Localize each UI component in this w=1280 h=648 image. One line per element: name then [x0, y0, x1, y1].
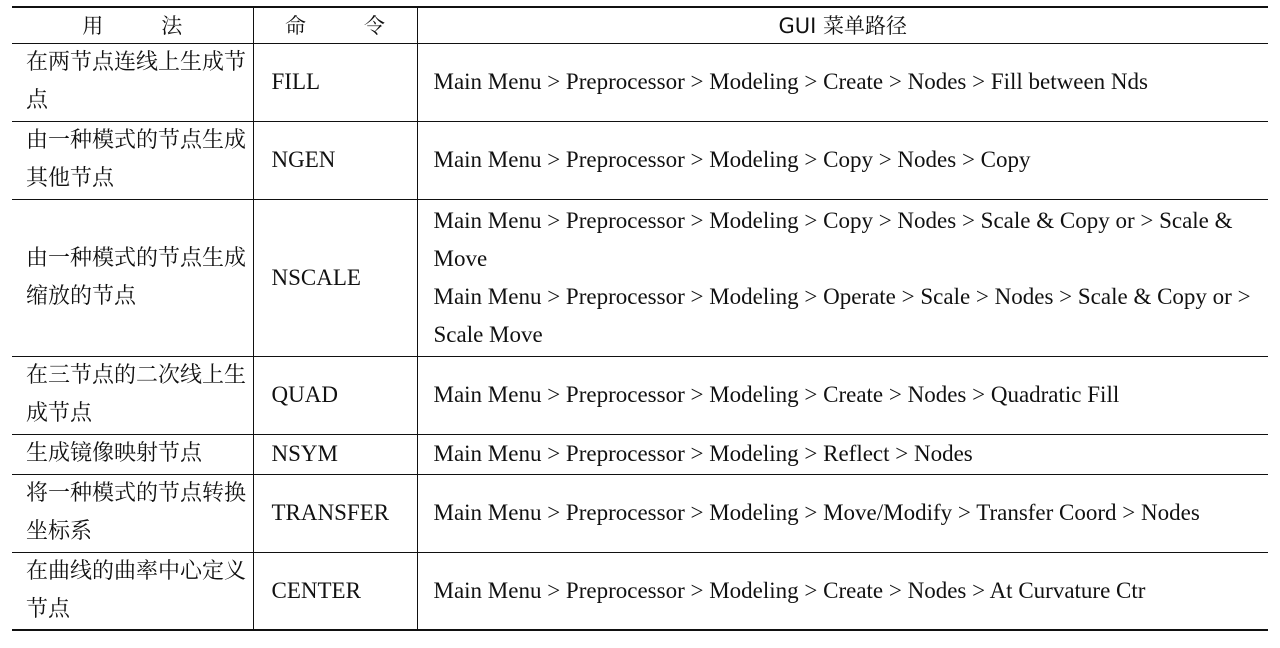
- usage-cell: 生成镜像映射节点: [12, 434, 253, 474]
- table-row: [12, 552, 1268, 630]
- header-row: [12, 7, 1268, 43]
- node-command-table: [12, 6, 1268, 631]
- header-gui-path: GUI 菜单路径: [417, 7, 1268, 43]
- usage-cell: 将一种模式的节点转换坐标系: [12, 474, 253, 552]
- command-cell: NSYM: [253, 434, 417, 474]
- usage-cell: 在曲线的曲率中心定义节点: [12, 552, 253, 630]
- table-header: [12, 7, 1268, 43]
- gui-path-cell: [417, 434, 1268, 474]
- gui-path-cell: [417, 199, 1268, 356]
- gui-path-line: Main Menu > Preprocessor > Modeling > Create > Nodes > Quadratic Fill: [433, 382, 1120, 407]
- table-body: [12, 43, 1268, 630]
- header-usage: [12, 7, 253, 43]
- gui-path-cell: [417, 356, 1268, 434]
- command-cell: NGEN: [253, 121, 417, 199]
- header-command-char-2: 令: [364, 14, 385, 39]
- gui-path-cell: [417, 121, 1268, 199]
- gui-path-cell: [417, 43, 1268, 121]
- command-cell: NSCALE: [253, 199, 417, 356]
- table-row: [12, 199, 1268, 356]
- gui-path-line: Main Menu > Preprocessor > Modeling > Operate > Scale > Nodes > Scale & Copy or > Scale Move: [433, 283, 1251, 347]
- gui-path-line: Main Menu > Preprocessor > Modeling > Copy > Nodes > Copy: [433, 147, 1031, 172]
- gui-path-line: Main Menu > Preprocessor > Modeling > Create > Nodes > At Curvature Ctr: [433, 577, 1146, 603]
- table-row: [12, 43, 1268, 121]
- usage-cell: 在两节点连线上生成节点: [12, 43, 253, 121]
- gui-path-cell: [417, 552, 1268, 630]
- table-row: [12, 356, 1268, 434]
- gui-path-line: Main Menu > Preprocessor > Modeling > Copy > Nodes > Scale & Copy or > Scale & Move: [433, 207, 1233, 271]
- header-command-char-1: 命: [285, 14, 306, 39]
- gui-path-line: Main Menu > Preprocessor > Modeling > Move/Modify > Transfer Coord > Nodes: [433, 500, 1200, 525]
- usage-cell: 由一种模式的节点生成缩放的节点: [12, 199, 253, 356]
- command-cell: QUAD: [253, 356, 417, 434]
- command-cell: CENTER: [253, 552, 417, 630]
- usage-cell: 由一种模式的节点生成其他节点: [12, 121, 253, 199]
- table-row: [12, 434, 1268, 474]
- gui-path-line: Main Menu > Preprocessor > Modeling > Create > Nodes > Fill between Nds: [433, 69, 1148, 94]
- command-cell: FILL: [253, 43, 417, 121]
- header-usage-char-2: 法: [161, 14, 183, 39]
- gui-path-cell: [417, 474, 1268, 552]
- gui-path-line: Main Menu > Preprocessor > Modeling > Reflect > Nodes: [433, 441, 973, 466]
- header-usage-char-1: 用: [82, 14, 104, 39]
- usage-cell: 在三节点的二次线上生成节点: [12, 356, 253, 434]
- table-row: [12, 474, 1268, 552]
- table-row: [12, 121, 1268, 199]
- command-cell: TRANSFER: [253, 474, 417, 552]
- header-command: [253, 7, 417, 43]
